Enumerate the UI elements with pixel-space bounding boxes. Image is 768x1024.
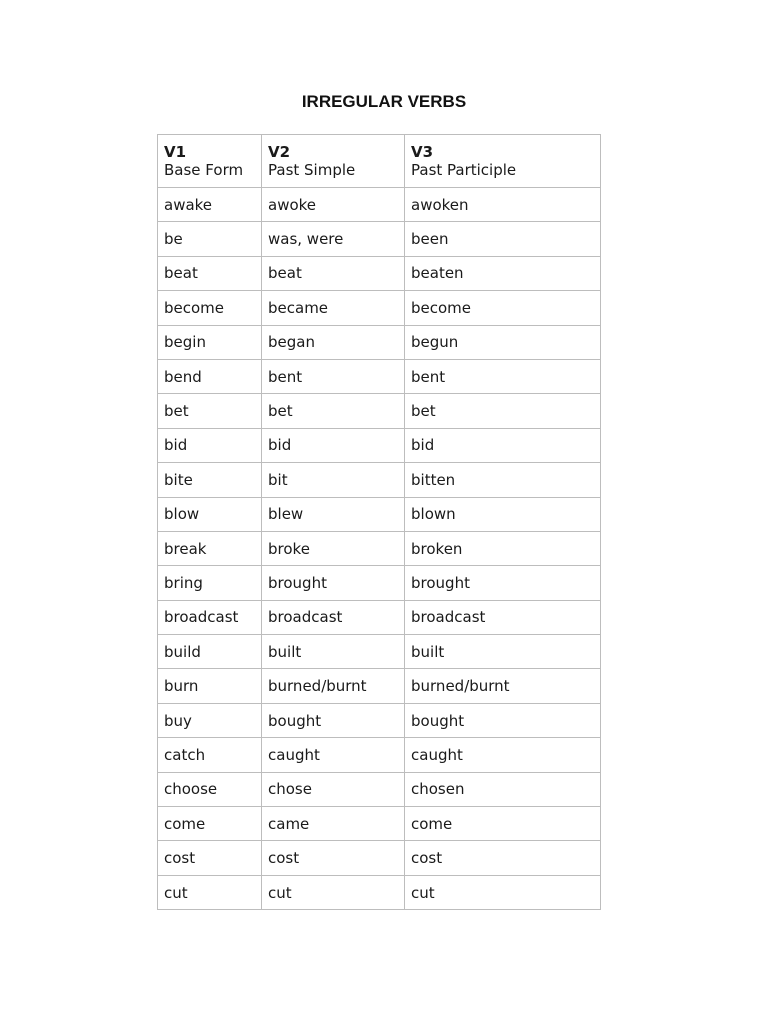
past-simple-cell: bid	[262, 428, 405, 462]
base-form-cell: build	[158, 635, 262, 669]
base-form-cell: blow	[158, 497, 262, 531]
past-participle-cell: blown	[405, 497, 601, 531]
past-participle-cell: bitten	[405, 463, 601, 497]
past-participle-cell: cut	[405, 875, 601, 909]
past-simple-cell: cost	[262, 841, 405, 875]
base-form-cell: break	[158, 531, 262, 565]
table-row	[158, 291, 601, 325]
table-row	[158, 531, 601, 565]
past-simple-cell: bent	[262, 359, 405, 393]
base-form-cell: be	[158, 222, 262, 256]
table-row	[158, 600, 601, 634]
table-row	[158, 256, 601, 290]
table-row	[158, 428, 601, 462]
base-form-cell: come	[158, 807, 262, 841]
past-simple-cell: became	[262, 291, 405, 325]
past-simple-cell: brought	[262, 566, 405, 600]
page-title: IRREGULAR VERBS	[301, 92, 467, 111]
base-form-cell: beat	[158, 256, 262, 290]
past-participle-cell: burned/burnt	[405, 669, 601, 703]
table-row	[158, 738, 601, 772]
base-form-cell: begin	[158, 325, 262, 359]
past-participle-cell: bet	[405, 394, 601, 428]
base-form-cell: bring	[158, 566, 262, 600]
past-participle-cell: begun	[405, 325, 601, 359]
past-simple-cell: chose	[262, 772, 405, 806]
past-simple-cell: cut	[262, 875, 405, 909]
past-simple-cell: broke	[262, 531, 405, 565]
table-row	[158, 703, 601, 737]
past-participle-cell: awoken	[405, 188, 601, 222]
past-participle-cell: bought	[405, 703, 601, 737]
base-form-cell: awake	[158, 188, 262, 222]
table-row	[158, 497, 601, 531]
table-row	[158, 807, 601, 841]
header-v1	[158, 135, 262, 188]
past-simple-cell: built	[262, 635, 405, 669]
header-code: V2	[268, 143, 291, 161]
table-header-row	[158, 135, 601, 188]
base-form-cell: catch	[158, 738, 262, 772]
past-participle-cell: bent	[405, 359, 601, 393]
base-form-cell: cost	[158, 841, 262, 875]
base-form-cell: bet	[158, 394, 262, 428]
past-participle-cell: cost	[405, 841, 601, 875]
header-code: V3	[411, 143, 434, 161]
past-simple-cell: blew	[262, 497, 405, 531]
past-simple-cell: caught	[262, 738, 405, 772]
table-row	[158, 875, 601, 909]
past-participle-cell: become	[405, 291, 601, 325]
base-form-cell: bid	[158, 428, 262, 462]
table-row	[158, 635, 601, 669]
table-row	[158, 394, 601, 428]
table-row	[158, 222, 601, 256]
past-simple-cell: broadcast	[262, 600, 405, 634]
header-v2	[262, 135, 405, 188]
base-form-cell: bite	[158, 463, 262, 497]
past-participle-cell: caught	[405, 738, 601, 772]
base-form-cell: choose	[158, 772, 262, 806]
header-code: V1	[164, 143, 187, 161]
past-participle-cell: broadcast	[405, 600, 601, 634]
past-simple-cell: awoke	[262, 188, 405, 222]
past-simple-cell: burned/burnt	[262, 669, 405, 703]
past-participle-cell: come	[405, 807, 601, 841]
table-row	[158, 188, 601, 222]
past-participle-cell: broken	[405, 531, 601, 565]
past-participle-cell: brought	[405, 566, 601, 600]
past-simple-cell: bet	[262, 394, 405, 428]
base-form-cell: buy	[158, 703, 262, 737]
base-form-cell: bend	[158, 359, 262, 393]
past-participle-cell: beaten	[405, 256, 601, 290]
past-participle-cell: chosen	[405, 772, 601, 806]
base-form-cell: burn	[158, 669, 262, 703]
past-simple-cell: came	[262, 807, 405, 841]
past-simple-cell: bit	[262, 463, 405, 497]
base-form-cell: cut	[158, 875, 262, 909]
header-label: Past Simple	[268, 161, 356, 179]
base-form-cell: become	[158, 291, 262, 325]
table-row	[158, 841, 601, 875]
past-participle-cell: built	[405, 635, 601, 669]
table-row	[158, 325, 601, 359]
past-simple-cell: bought	[262, 703, 405, 737]
base-form-cell: broadcast	[158, 600, 262, 634]
past-participle-cell: been	[405, 222, 601, 256]
table-row	[158, 669, 601, 703]
table-row	[158, 463, 601, 497]
header-label: Past Participle	[411, 161, 517, 179]
past-simple-cell: was, were	[262, 222, 405, 256]
table-row	[158, 359, 601, 393]
table-row	[158, 772, 601, 806]
irregular-verbs-table	[157, 134, 601, 910]
header-v3	[405, 135, 601, 188]
header-label: Base Form	[164, 161, 244, 179]
past-simple-cell: beat	[262, 256, 405, 290]
past-participle-cell: bid	[405, 428, 601, 462]
table-row	[158, 566, 601, 600]
past-simple-cell: began	[262, 325, 405, 359]
